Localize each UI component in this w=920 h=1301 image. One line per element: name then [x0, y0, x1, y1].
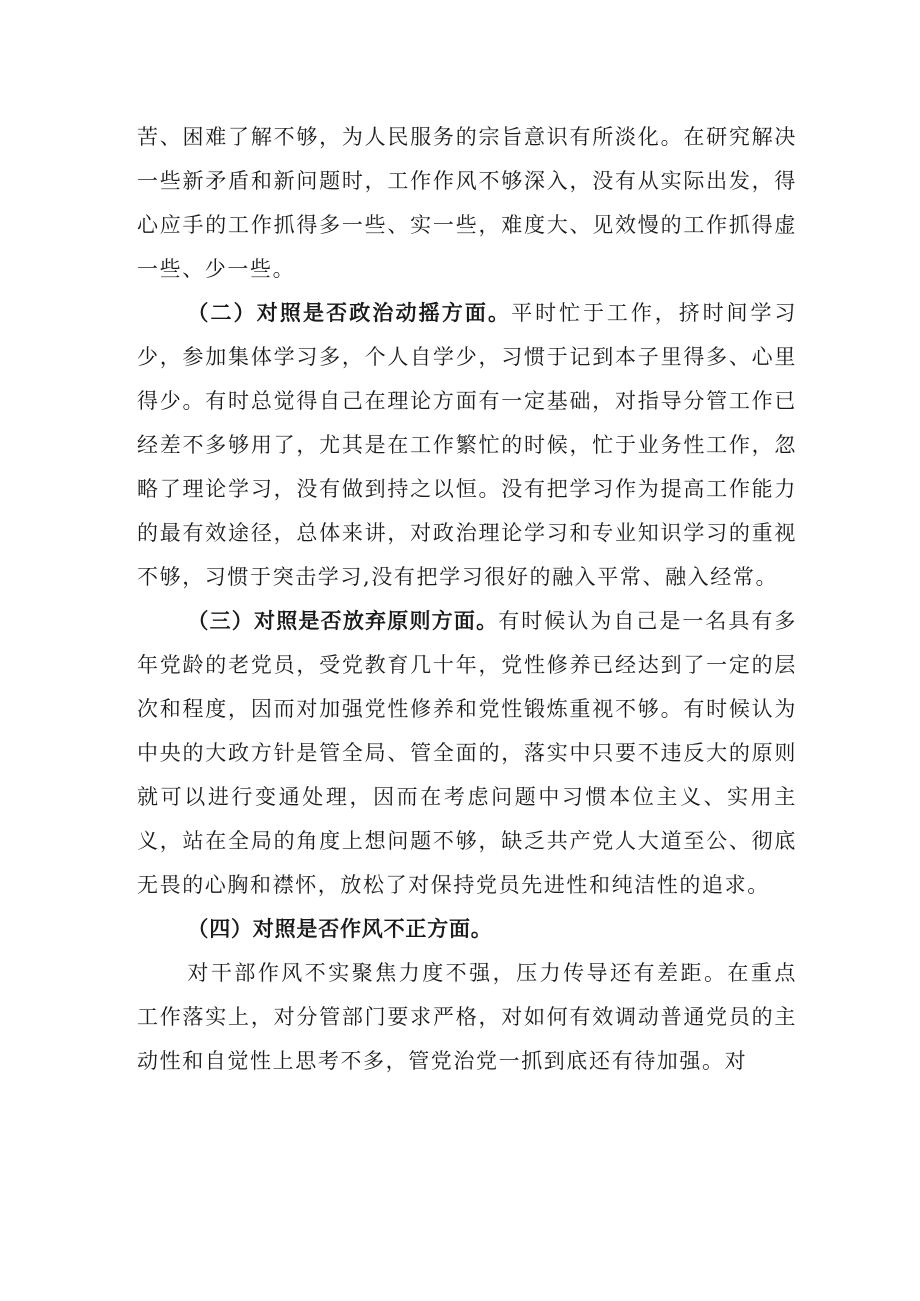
- paragraph-text: 有时候认为自己是一名具有多年党龄的老党员，受党教育几十年，党性修养已经达到了一定的层次和程度，因而对加强党性修养和党性锻炼重视不够。有时候认为中央的大政方针是管全局、管全面的，落实中只要不违反大的原则就可以进行变通处理，因而在考虑问题中习惯本位主义、实用主义，站在全局的角度上想问题不够，缺乏共产党人大道至公、彻底无畏的心胸和襟怀，放松了对保持党员先进性和纯洁性的追求。: [137, 609, 797, 897]
- paragraph-work-style-heading: [137, 907, 797, 951]
- paragraph-continuation: [137, 115, 797, 291]
- paragraph-text: 苦、困难了解不够，为人民服务的宗旨意识有所淡化。在研究解决一些新矛盾和新问题时，工作作风不够深入，没有从实际出发，得心应手的工作抓得多一些、实一些，难度大、见效慢的工作抓得虚一些、少一些。: [137, 125, 797, 281]
- paragraph-work-style: [137, 951, 797, 1083]
- paragraph-political-stability: [137, 291, 797, 599]
- document-body: [137, 115, 797, 1083]
- section-heading-4: （四）对照是否作风不正方面。: [187, 917, 493, 941]
- section-heading-2: （二）对照是否政治动摇方面。: [187, 301, 512, 325]
- paragraph-text: 对干部作风不实聚焦力度不强，压力传导还有差距。在重点工作落实上，对分管部门要求严格，对如何有效调动普通党员的主动性和自觉性上思考不多，管党治党一抓到底还有待加强。对: [137, 961, 797, 1073]
- section-heading-3: （三）对照是否放弃原则方面。: [187, 609, 499, 633]
- paragraph-text: 平时忙于工作，挤时间学习少，参加集体学习多，个人自学少，习惯于记到本子里得多、心里得少。有时总觉得自己在理论方面有一定基础，对指导分管工作已经差不多够用了，尤其是在工作繁忙的时候，忙于业务性工作，忽略了理论学习，没有做到持之以恒。没有把学习作为提高工作能力的最有效途径，总体来讲，对政治理论学习和专业知识学习的重视不够，习惯于突击学习,没有把学习很好的融入平常、融入经常。: [137, 301, 797, 589]
- paragraph-principles: [137, 599, 797, 907]
